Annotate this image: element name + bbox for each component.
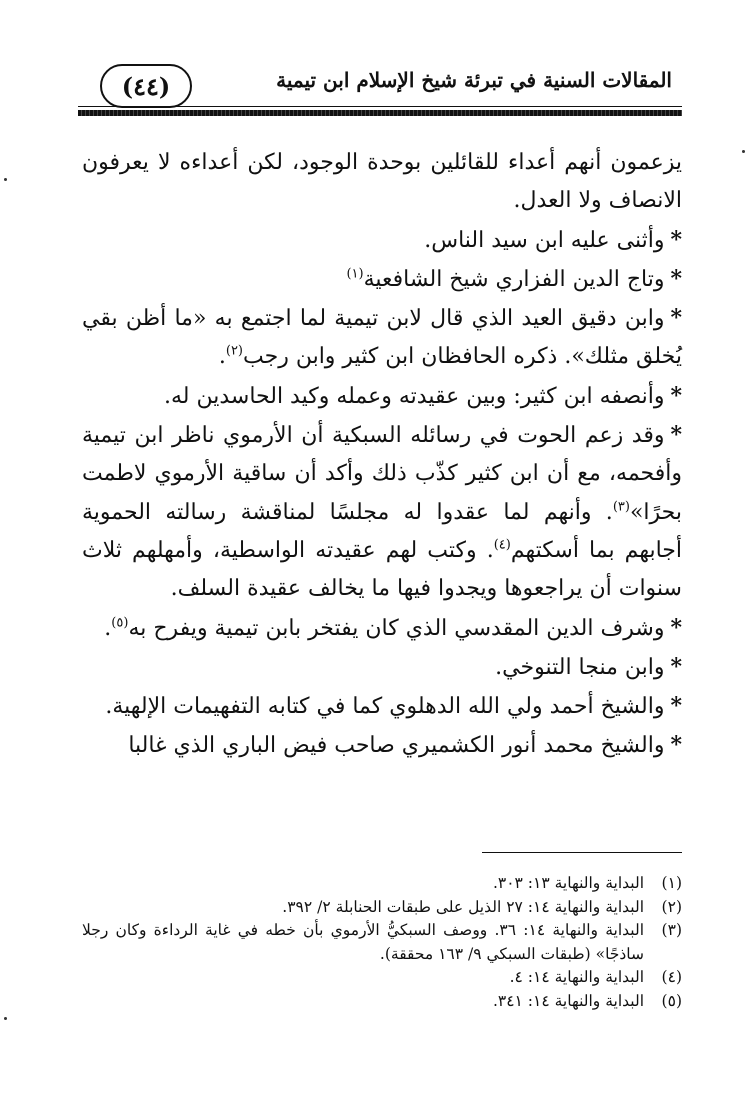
scan-speck — [742, 150, 745, 153]
page-number: (٤٤) — [100, 64, 192, 108]
bullet-star-icon: * — [670, 693, 682, 720]
main-text — [82, 144, 682, 766]
footnote-item — [82, 919, 682, 966]
footnote-ref[interactable]: (٢) — [225, 344, 243, 360]
bullet-star-icon: * — [670, 653, 682, 680]
bullet-star-icon: * — [670, 382, 682, 409]
bullet-star-icon: * — [670, 614, 682, 641]
footnote-text: البداية والنهاية ١٤: ٣٤١. — [492, 991, 644, 1010]
footnotes — [82, 872, 682, 1013]
paragraph: *وقد زعم الحوت في رسائله السبكية أن الأرموي ناظر ابن تيمية وأفحمه، مع أن ابن كثير كذّب ذلك وأكد أن ساقية الأرموي لاطمت بحرًا»$^{(٣)}$. وأنهم لما عقدوا له مجلسًا لمناقشة رسالته الحموية أجابهم بما أسكتهم$^{(٤)}$. وكتب لهم عقيدته الواسطية، وأمهلهم ثلاث سنوات أن يراجعوها ويجدوا فيها ما يخالف عقيدة السلف. — [82, 422, 682, 602]
footnote-number: (١) — [661, 874, 682, 892]
footnote-text: البداية والنهاية ١٤: ٤. — [509, 968, 644, 986]
footnote-ref[interactable]: (٣) — [612, 499, 630, 515]
bullet-star-icon: * — [670, 305, 682, 332]
paragraph: *وشرف الدين المقدسي الذي كان يفتخر بابن تيمية ويفرح به$^{(٥)}$. — [104, 614, 682, 641]
footnote-ref[interactable]: (٥) — [111, 615, 129, 631]
running-title: المقالات السنية في تبرئة شيخ الإسلام ابن تيمية — [276, 68, 672, 92]
footnote-text: البداية والنهاية ١٤: ٢٧ الذيل على طبقات الحنابلة ٢/ ٣٩٢. — [282, 897, 644, 916]
footnote-item — [82, 990, 682, 1014]
footnote-separator — [482, 852, 682, 853]
paragraph: *وأنصفه ابن كثير: وبين عقيدته وعمله وكيد الحاسدين له. — [164, 382, 682, 409]
footnote-number: (٤) — [661, 968, 682, 986]
footnote-number: (٣) — [661, 921, 682, 939]
page-header — [78, 60, 682, 116]
header-rule-thin — [78, 106, 682, 107]
footnote-text: البداية والنهاية ١٤: ٣٦. ووصف السبكيُّ الأرموي بأن خطه في غاية الرداءة وكان رجلا ساذجًا» (طبقات السبكي ٩/ ١٦٣ محققة). — [82, 921, 644, 963]
footnote-item — [82, 896, 682, 920]
paragraph: *وابن دقيق العيد الذي قال لابن تيمية لما اجتمع به «ما أظن بقي يُخلق مثلك». ذكره الحافظان ابن كثير وابن رجب$^{(٢)}$. — [82, 305, 682, 370]
paragraph: *والشيخ محمد أنور الكشميري صاحب فيض الباري الذي غالبا — [128, 732, 682, 759]
footnote-text: البداية والنهاية ١٣: ٣٠٣. — [492, 874, 644, 892]
paragraph: يزعمون أنهم أعداء للقائلين بوحدة الوجود، لكن أعداءه لا يعرفون الانصاف ولا العدل. — [82, 150, 682, 214]
paragraph: *وأثنى عليه ابن سيد الناس. — [424, 226, 682, 253]
footnote-number: (٥) — [661, 991, 682, 1010]
header-rule-thick — [78, 110, 682, 116]
bullet-star-icon: * — [670, 265, 682, 292]
paragraph: *وتاج الدين الفزاري شيخ الشافعية$^{(١)}$ — [346, 265, 682, 292]
paragraph: *وابن منجا التنوخي. — [495, 653, 682, 680]
bullet-star-icon: * — [670, 226, 682, 253]
footnote-number: (٢) — [661, 897, 682, 916]
footnote-item — [82, 872, 682, 896]
bullet-star-icon: * — [670, 422, 682, 449]
footnote-ref[interactable]: (١) — [346, 266, 364, 282]
footnote-item — [82, 966, 682, 990]
paragraph: *والشيخ أحمد ولي الله الدهلوي كما في كتابه التفهيمات الإلهية. — [105, 693, 682, 720]
bullet-star-icon: * — [670, 732, 682, 759]
scan-speck — [4, 178, 7, 181]
scan-speck — [4, 1017, 7, 1020]
footnote-ref[interactable]: (٤) — [493, 537, 511, 553]
